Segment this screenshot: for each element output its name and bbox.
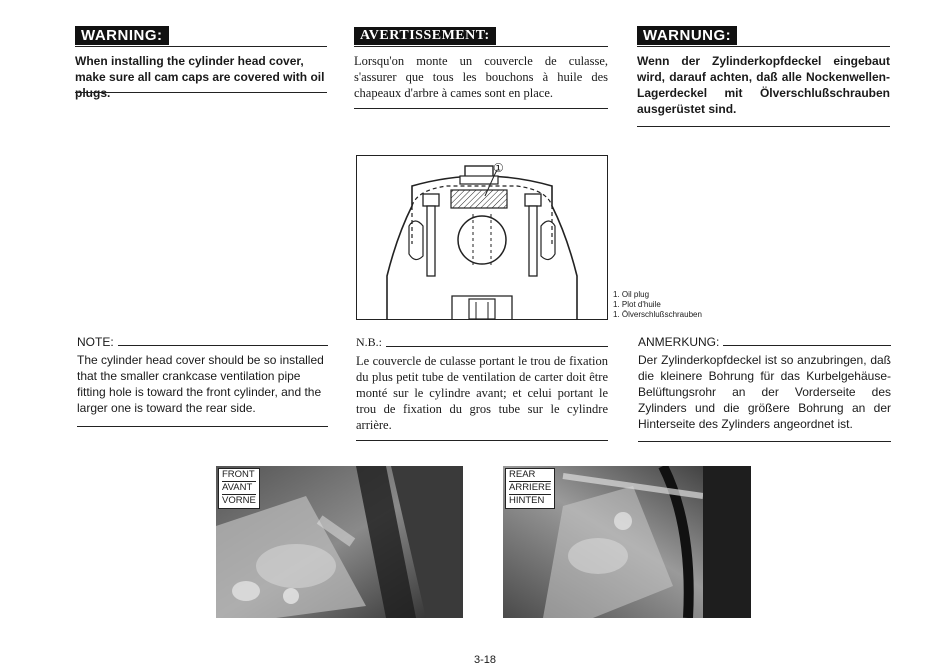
warning-fr: [354, 26, 608, 101]
note-divider-de: [638, 441, 891, 442]
note-divider-en: [77, 426, 328, 427]
warning-divider-fr: [354, 108, 608, 109]
front-label-fr: AVANT: [222, 483, 256, 495]
warning-de: [637, 26, 890, 117]
front-label: [218, 468, 260, 509]
diagram-legend: [613, 290, 723, 320]
note-heading-fr: N.B.:: [356, 335, 383, 349]
legend-item-de: 1. Ölverschlußschrauben: [613, 310, 702, 319]
note-heading-en: NOTE:: [77, 335, 114, 349]
front-photo: [216, 466, 463, 618]
note-fr: [356, 335, 608, 433]
warning-divider-de: [637, 126, 890, 127]
diagram-callout: ①: [493, 161, 504, 175]
rear-label: [505, 468, 555, 509]
note-de: [638, 335, 891, 432]
note-text-fr: Le couvercle de culasse portant le trou de fixation du plus petit tube de ventilation de carter doit être monté sur le cylindre avant; et celui portant le trou de fixation du gros tube sur le cylindre arrière.: [356, 354, 608, 432]
rear-label-en: REAR: [509, 470, 551, 482]
warning-divider-en: [75, 92, 327, 93]
front-label-de: VORNE: [222, 495, 256, 506]
diagram-illustration: [357, 156, 607, 319]
front-label-en: FRONT: [222, 469, 255, 480]
note-divider-fr: [356, 440, 608, 441]
legend-item-fr: 1. Plot d'huile: [613, 300, 661, 309]
note-heading-de: ANMERKUNG:: [638, 335, 720, 349]
warning-text-fr: Lorsqu'on monte un couvercle de culasse, s'assurer que tous les bouchons à huile des chapeaux d'arbre à cames sont en place.: [354, 54, 608, 100]
warning-badge-de: WARNUNG:: [637, 26, 737, 45]
note-en: [77, 335, 328, 416]
warning-badge-fr: AVERTISSEMENT:: [354, 27, 496, 45]
legend-item-en: 1. Oil plug: [613, 290, 650, 299]
rear-photo: [503, 466, 751, 618]
warning-text-en: When installing the cylinder head cover, make sure all cam caps are covered with oil plugs.: [75, 54, 325, 100]
rear-label-fr: ARRIERE: [509, 482, 552, 493]
warning-badge-en: WARNING:: [75, 26, 169, 45]
warning-en: [75, 26, 327, 101]
page-number: 3-18: [474, 654, 497, 666]
note-text-en: The cylinder head cover should be so installed that the smaller crankcase ventilation pipe fitting hole is toward the front cylinder, and the larger one is toward the rear side.: [77, 353, 324, 415]
rear-label-de: HINTEN: [509, 495, 545, 506]
warning-text-de: Wenn der Zylinderkopfdeckel eingebaut wird, darauf achten, daß alle Nockenwellen-Lagerdeckel mit Ölverschlußschrauben ausgerüstet sind.: [637, 54, 890, 116]
cylinder-head-diagram: [356, 155, 608, 320]
note-text-de: Der Zylinderkopfdeckel ist so anzubringen, daß die kleinere Bohrung für das Kurbelgehäuse-Belüftungsrohr an der Vorderseite des Zylinders und die größere Bohrung an der Hinterseite des Zylinders angeordnet ist.: [638, 353, 891, 431]
